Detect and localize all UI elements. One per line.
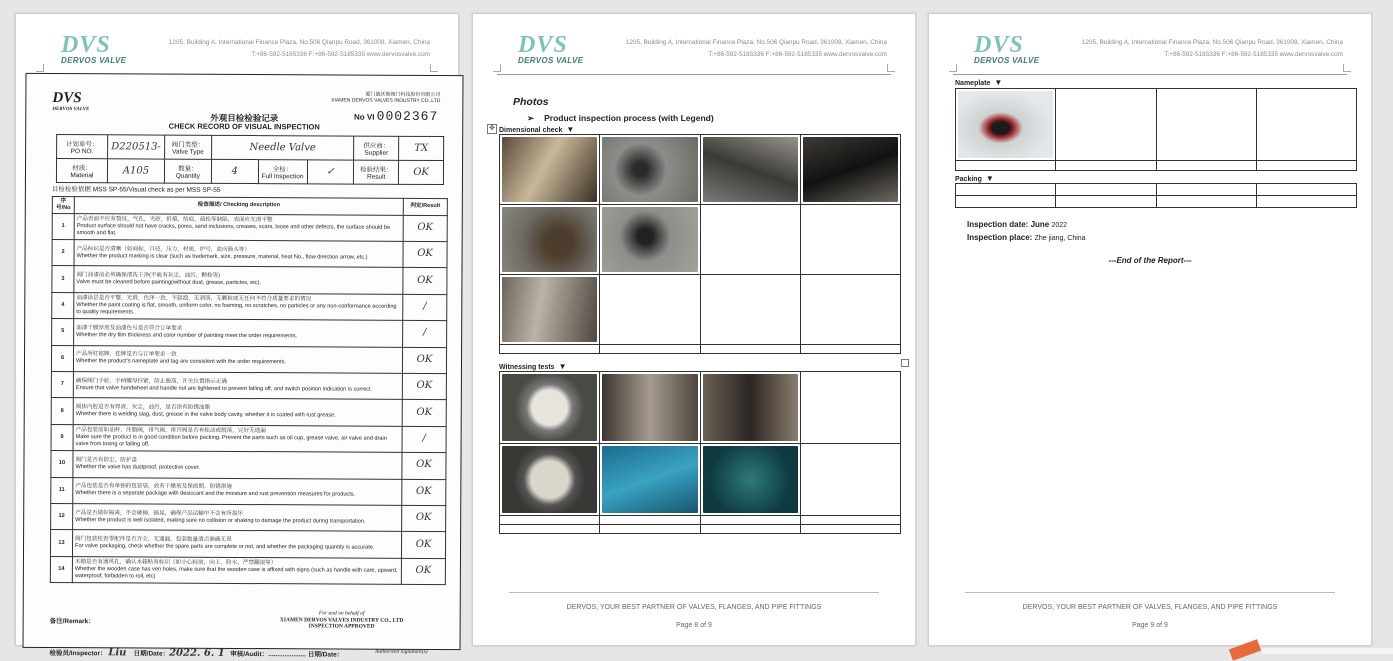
footer-tagline: DERVOS, YOUR BEST PARTNER OF VALVES, FLANGES, AND PIPE FITTINGS xyxy=(566,604,822,611)
check-item-description: 阀门油漆前必须确保清洗干净(不能有灰尘，油污，颗粒等) Valve must be cleaned before painting(without dust, grease, particles, etc). xyxy=(74,266,403,294)
move-handle-icon[interactable]: ✥ xyxy=(487,124,497,134)
check-item-number: 7 xyxy=(51,371,73,398)
check-item-description: 产品包装前如油杯，注脂阀，排气阀，排污阀是否有松动或脱落，完好无遗漏 Make sure the product is in good condition before packing. Prevent the parts such as oil cup, grease valve, air valve and drain valve from losing or falling off. xyxy=(73,424,402,452)
photo-water-test-2 xyxy=(703,446,798,513)
photo-cell[interactable] xyxy=(600,444,700,516)
packing-photo-grid xyxy=(955,183,1357,208)
check-item-number: 3 xyxy=(52,266,74,293)
footer-rule xyxy=(965,592,1335,593)
check-item-row xyxy=(50,556,445,584)
check-items-table: 序号/No 检查描述/ Checking description 判定/Result 1 产品表面不应有裂纹，气孔，夹砂，折痕，结疤，疏松等缺陷，表面应光滑平整 Product surface should not have cracks, pores, sand inclusions, creases, scars, loose and other defects, the surface should be smooth and flat. OK 2 产品标识是否清晰（如商标，口径，压力，材质，炉号，流向箭头等） Whether the product marking is clear (such as trademark, size, pressure, material, heat No., flow direction arrow, etc.) OK 3 阀门油漆前必须确保清洗干净(不能有灰尘，油污，颗粒等) Valve must be cleaned before painting(without dust, grease, particles, etc). OK 4 油漆涂层是否平整，光滑，色泽一致，不起泡，无剥落，无颗粒或无任何不符合质量要求的情况 Whether the paint coating is flat, smooth, uniform color, no foaming, no scratches, no particles or any non-conformance according to quality requirements. / 5 油漆干膜厚度及油漆色号是否符合订单要求 Whether the dry film thickness and color number of painting meet the order requirements. / 6 产品所钉铭牌，挂牌是否与订单要求一致 Whether the product's nameplate and tag are consistent with the order requirements. OK 7 确保阀门手轮，手柄螺母拧紧，防止脱落，开关位置指示正确 Ensure that valve handwheel and handle nut are tightened to prevent falling off, and switch position indication is correct. OK 8 阀体内腔是否有焊渣，灰尘，油污，是否涂有防锈油脂 Whether there is welding slag, dust, grease in the valve body cavity, whether it is coated with rust grease. OK 9 产品包装前如油杯，注脂阀，排气阀，排污阀是否有松动或脱落，完好无遗漏 Make sure the product is in good condition before packing. Prevent the parts such as oil cup, grease valve, air valve and drain valve from losing or falling off. / 10 阀门是否有防尘，防护盖 Whether the valve has dustproof, protective cover. OK 11 产品包装是否有单独的包装袋，放有干燥剂及保质期，防锈措施 Whether there is a separate package with desiccant and the moisture and rust prevention measures for products. OK 12 产品是否做好隔离，不会碰撞，摇晃，确保产品运输中不会有所损坏 Whether the product is well isolated, making sure no collision or shaking to damage the product during transportation. OK 13 阀门包装检查零配件是否齐全，无遗漏，包装数量清点准确无误 For valve packaging, check whether the spare parts are complete or not, and whether the packaging quantity is accurate. OK 14 木箱是否有通风孔，确认木箱贴有标识（如小心轻放，向上，防水，严禁翻滚等） Whether the wooden case has ven holes, make sure that the wooden case is affixed with signs (such as handle with care, upward, waterproof, forbidden to roll, etc) OK xyxy=(50,196,448,585)
check-item-row xyxy=(51,398,446,426)
nameplate-photo-grid xyxy=(955,88,1357,171)
photo-test-bench xyxy=(602,374,697,441)
photo-water-test xyxy=(602,446,697,513)
company-logo: DVS DERVOS VALVE xyxy=(974,32,1040,65)
check-item-description: 产品标识是否清晰（如商标，口径，压力，材质，炉号，流向箭头等） Whether the product marking is clear (such as trademark, size, pressure, material, heat No., flow direction arrow, etc.) xyxy=(74,240,403,268)
record-info-table: 计划单号： PO NO. D220513- 阀门类型： Valve Type Needle Valve 供应商： Supplier TX 材质： Material A105 数量： Quantity 4 全检： Full Inspection ✓ 检验结果： Result OK xyxy=(56,134,444,185)
check-item-result: OK xyxy=(402,400,446,427)
photo-cell[interactable] xyxy=(700,135,800,205)
approval-stamp: For and on behalf of XIAMEN DERVOS VALVES INDUSTRY CO., LTD INSPECTION APPROVED Authorized Signature(s) xyxy=(279,610,428,655)
nameplate-dropdown[interactable]: Nameplate ▼ xyxy=(955,78,1003,87)
check-item-number: 14 xyxy=(50,556,72,583)
check-item-description: 确保阀门手轮，手柄螺母拧紧，防止脱落，开关位置指示正确 Ensure that valve handwheel and handle nut are tightened to prevent falling off, and switch position indication is correct. xyxy=(73,372,402,400)
photo-caliper-measure xyxy=(502,277,597,342)
check-item-row xyxy=(51,451,446,479)
empty-cell[interactable] xyxy=(700,205,800,275)
witnessing-tests-dropdown[interactable]: Witnessing tests ▼ xyxy=(499,362,567,371)
check-item-number: 5 xyxy=(52,319,74,346)
check-item-number: 2 xyxy=(52,239,74,266)
check-item-description: 油漆涂层是否平整，光滑，色泽一致，不起泡，无剥落，无颗粒或无任何不符合质量要求的情况 Whether the paint coating is flat, smooth, uniform color, no foaming, no scratches, no particles or any non-conformance according to quality requirements. xyxy=(74,292,403,320)
photo-valve-body xyxy=(803,137,898,202)
witnessing-photo-grid xyxy=(499,371,901,534)
empty-cell[interactable] xyxy=(800,444,900,516)
record-title-cn: 外观目检检验记录 xyxy=(210,112,279,124)
check-item-number: 13 xyxy=(50,530,72,557)
check-item-number: 10 xyxy=(51,451,73,478)
page-number: Page 8 of 9 xyxy=(676,622,712,629)
check-item-description: 产品是否做好隔离，不会碰撞，摇晃，确保产品运输中不会有所损坏 Whether the product is well isolated, making sure no collision or shaking to damage the product during transportation. xyxy=(73,504,402,532)
check-item-number: 9 xyxy=(51,424,73,451)
caret-down-icon: ▼ xyxy=(985,174,994,183)
check-item-number: 1 xyxy=(52,213,74,240)
check-item-result: OK xyxy=(402,479,446,506)
photo-valve-flange xyxy=(502,207,597,272)
empty-cell[interactable] xyxy=(800,275,900,345)
status-strip xyxy=(1262,648,1393,654)
company-logo: DVS DERVOS VALVE xyxy=(61,32,127,65)
inspection-date: Inspection date: June 2022 xyxy=(967,220,1068,229)
inspection-place: Inspection place: Zhe jiang, China xyxy=(967,233,1086,242)
document-page-7 xyxy=(15,13,459,659)
photo-cell[interactable] xyxy=(956,89,1056,161)
check-item-row xyxy=(51,345,446,373)
check-item-description: 木箱是否有通风孔，确认木箱贴有标识（如小心轻放，向上，防水，严禁翻滚等） Whether the wooden case has ven holes, make sure that the wooden case is affixed with signs (such as handle with care, upward, waterproof, forbidden to roll, etc) xyxy=(72,556,401,584)
empty-cell[interactable] xyxy=(600,275,700,345)
check-item-row xyxy=(52,266,447,294)
check-item-result: OK xyxy=(402,505,446,532)
header-rule xyxy=(497,74,891,75)
check-item-row xyxy=(50,530,445,558)
record-number: No VI 0002367 xyxy=(353,108,439,125)
inspection-basis: 目检检验依据 MSS SP-55/Visual check as per MSS SP-55 xyxy=(51,185,221,194)
empty-cell[interactable] xyxy=(1156,89,1256,161)
photo-cell[interactable] xyxy=(600,135,700,205)
photo-cell[interactable] xyxy=(500,205,600,275)
check-item-result: / xyxy=(402,426,446,453)
photo-cell[interactable] xyxy=(700,444,800,516)
check-item-row xyxy=(51,477,446,505)
check-item-result: OK xyxy=(401,532,445,559)
header-rule xyxy=(953,74,1347,75)
signature-line: 检验员/Inspector： Liu 日期/Date：2022. 6. 1 审核/Audit：..................... 日期/Date： xyxy=(49,647,344,659)
photo-pressure-gauge-2 xyxy=(502,446,597,513)
check-item-result: OK xyxy=(403,215,447,242)
caret-down-icon: ▼ xyxy=(566,125,575,134)
check-item-result: OK xyxy=(401,558,445,585)
photo-valve-gauge xyxy=(502,137,597,202)
empty-cell[interactable] xyxy=(1056,89,1156,161)
crop-mark xyxy=(949,64,957,72)
check-item-result: OK xyxy=(402,452,446,479)
photo-cell[interactable] xyxy=(500,444,600,516)
photo-nameplate xyxy=(958,91,1053,158)
crop-mark xyxy=(1343,64,1351,72)
dimensional-check-dropdown[interactable]: Dimensional check ▼ xyxy=(499,125,575,134)
arrow-bullet-icon: ➢ xyxy=(527,113,535,123)
photo-test-rig xyxy=(703,374,798,441)
caret-down-icon: ▼ xyxy=(994,78,1003,87)
photo-cell[interactable] xyxy=(600,372,700,444)
check-item-description: 阀门包装检查零配件是否齐全，无遗漏，包装数量清点准确无误 For valve packaging, check whether the spare parts are complete or not, and whether the packaging quantity is accurate. xyxy=(72,530,401,558)
crop-mark xyxy=(36,64,44,72)
footer-tagline: DERVOS, YOUR BEST PARTNER OF VALVES, FLANGES, AND PIPE FITTINGS xyxy=(1022,604,1278,611)
empty-cell[interactable] xyxy=(800,205,900,275)
footer-rule xyxy=(509,592,879,593)
empty-cell[interactable] xyxy=(1256,89,1356,161)
check-item-row xyxy=(52,292,447,320)
document-page-8 xyxy=(472,13,916,646)
scan-company-name: 厦门德沃斯阀门科技股份有限公司 XIAMEN DERVOS VALVES INDUSTRY CO.,LTD xyxy=(331,91,441,105)
check-item-number: 8 xyxy=(51,398,73,425)
check-item-number: 12 xyxy=(51,503,73,530)
check-item-result: / xyxy=(403,320,447,347)
photo-cell[interactable] xyxy=(700,372,800,444)
photo-pressure-gauge xyxy=(502,374,597,441)
table-resize-handle[interactable] xyxy=(901,359,909,367)
caret-down-icon: ▼ xyxy=(558,362,567,371)
check-item-row xyxy=(51,424,446,452)
photos-heading: Photos xyxy=(513,96,549,108)
check-item-description: 产品表面不应有裂纹，气孔，夹砂，折痕，结疤，疏松等缺陷，表面应光滑平整 Product surface should not have cracks, pores, sand inclusions, creases, scars, loose and other defects, the surface should be smooth and flat. xyxy=(74,213,403,241)
empty-cell[interactable] xyxy=(700,275,800,345)
check-item-row xyxy=(52,213,447,241)
photo-cell[interactable] xyxy=(500,372,600,444)
record-title-en: CHECK RECORD OF VISUAL INSPECTION xyxy=(168,121,320,132)
packing-dropdown[interactable]: Packing ▼ xyxy=(955,174,994,183)
crop-mark xyxy=(430,64,438,72)
company-logo: DVS DERVOS VALVE xyxy=(518,32,584,65)
page-number: Page 9 of 9 xyxy=(1132,622,1168,629)
photo-cell[interactable] xyxy=(500,275,600,345)
photo-cell[interactable] xyxy=(800,135,900,205)
check-item-number: 11 xyxy=(51,477,73,504)
scanned-inspection-record xyxy=(22,73,463,659)
document-page-9 xyxy=(928,13,1372,646)
crop-mark xyxy=(493,64,501,72)
check-item-result: OK xyxy=(403,241,447,268)
check-item-result: OK xyxy=(402,347,446,374)
check-item-description: 阀体内腔是否有焊渣，灰尘，油污，是否涂有防锈油脂 Whether there is welding slag, dust, grease in the valve body cavity, whether it is coated with rust grease. xyxy=(73,398,402,426)
check-item-row xyxy=(52,239,447,267)
check-item-description: 产品包装是否有单独的包装袋，放有干燥剂及保质期，防锈措施 Whether there is a separate package with desiccant and the moisture and rust prevention measures for products. xyxy=(73,477,402,505)
photo-valve-measure xyxy=(703,137,798,202)
crop-mark xyxy=(887,64,895,72)
empty-cell[interactable] xyxy=(800,372,900,444)
header-address: 1205, Building A, International Finance Plaza, No.506 Qianpu Road, 361008, Xiamen, China T:+86-592-5185336 F:+86-592-5185335 www.dervosvalve.com xyxy=(168,39,430,58)
dimensional-photo-grid xyxy=(499,134,901,354)
header-address: 1205, Building A, International Finance Plaza, No.506 Qianpu Road, 361008, Xiamen, China T:+86-592-5185336 F:+86-592-5185335 www.dervosvalve.com xyxy=(1081,39,1343,58)
scan-logo: DVS DERVOS VALVE xyxy=(52,89,90,113)
check-item-description: 产品所钉铭牌，挂牌是否与订单要求一致 Whether the product's nameplate and tag are consistent with the order requirements. xyxy=(73,345,402,373)
photo-valve-handle xyxy=(602,207,697,272)
check-item-row xyxy=(51,503,446,531)
check-item-row xyxy=(51,371,446,399)
end-of-report: ---End of the Report--- xyxy=(1108,256,1192,265)
check-item-result: OK xyxy=(403,268,447,295)
header-address: 1205, Building A, International Finance Plaza, No.506 Qianpu Road, 361008, Xiamen, China T:+86-592-5185336 F:+86-592-5185335 www.dervosvalve.com xyxy=(625,39,887,58)
bullet-item: ➢ Product inspection process (with Legend) xyxy=(527,113,714,123)
check-item-row xyxy=(52,319,447,347)
check-item-result: OK xyxy=(402,373,446,400)
check-item-number: 6 xyxy=(51,345,73,372)
photo-cell[interactable] xyxy=(600,205,700,275)
check-item-number: 4 xyxy=(52,292,74,319)
photo-valve-caliper xyxy=(602,137,697,202)
photo-cell[interactable] xyxy=(500,135,600,205)
check-item-description: 油漆干膜厚度及油漆色号是否符合订单要求 Whether the dry film thickness and color number of painting meet the order requirements. xyxy=(74,319,403,347)
remark-label: 备注/Remark： xyxy=(49,617,95,626)
check-item-description: 阀门是否有防尘，防护盖 Whether the valve has dustproof, protective cover. xyxy=(73,451,402,479)
check-item-result: / xyxy=(403,294,447,321)
